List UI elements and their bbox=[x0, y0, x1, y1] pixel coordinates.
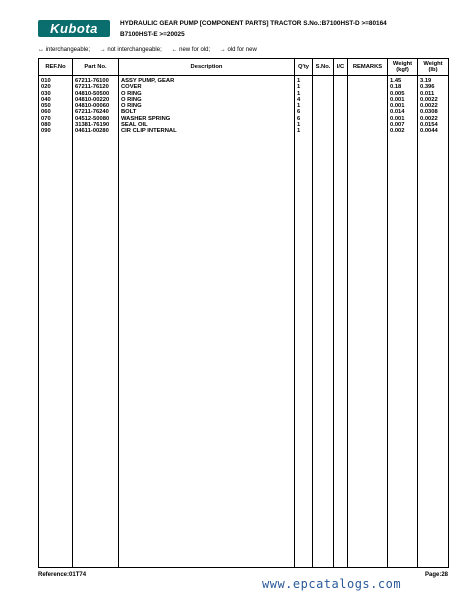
part-no-cell: 67211-76100 bbox=[75, 78, 109, 84]
ref-cell: 070 bbox=[41, 115, 51, 122]
weight-lb-cell: 0.0308 bbox=[420, 109, 438, 116]
qty-cell: 1 bbox=[297, 128, 301, 135]
legend-old-for-new: → old for new bbox=[219, 47, 257, 53]
weight-lb-label: Weight bbox=[423, 60, 443, 67]
qty-cell: 4 bbox=[297, 96, 301, 103]
ref-cell: 060 bbox=[41, 109, 51, 116]
weight-kgf-column bbox=[388, 76, 418, 568]
remarks-column bbox=[348, 76, 388, 568]
ref-column bbox=[39, 76, 73, 568]
kubota-logo: Kubota bbox=[38, 20, 110, 37]
page-subtitle: B7100HST-E >=20025 bbox=[120, 31, 185, 38]
description-cell: O RING bbox=[121, 103, 142, 110]
description-cell: O RING bbox=[121, 90, 142, 97]
description-cell: SEAL OIL bbox=[121, 122, 148, 129]
part-no-cell: 04512-50080 bbox=[75, 115, 110, 122]
qty-column bbox=[295, 76, 313, 568]
weight-kgf-cell: 0.007 bbox=[390, 122, 405, 129]
ref-cell: 040 bbox=[41, 96, 51, 103]
description-cell: BOLT bbox=[121, 109, 137, 116]
ref-cell: 080 bbox=[41, 122, 51, 129]
ref-cell: 030 bbox=[41, 90, 51, 97]
page-number: Page:28 bbox=[424, 572, 448, 578]
legend-new-for-old: ← new for old; bbox=[171, 47, 211, 53]
weight-kgf-cell: 0.002 bbox=[390, 128, 405, 135]
weight-kgf-cell: 1.45 bbox=[390, 78, 402, 84]
weight-lb-cell: 0.0022 bbox=[420, 115, 438, 122]
qty-cell: 1 bbox=[297, 78, 301, 84]
weight-kgf-cell: 0.005 bbox=[390, 90, 405, 97]
legend-not-interchangeable: → not interchangeable; bbox=[99, 47, 162, 53]
description-cell: WASHER SPRING bbox=[121, 115, 171, 122]
ic-column bbox=[334, 76, 348, 568]
weight-lb-column bbox=[418, 76, 449, 568]
col-header-weight-kgf bbox=[388, 59, 418, 76]
part-no-cell: 67211-76240 bbox=[75, 109, 109, 116]
ref-cell: 020 bbox=[41, 84, 51, 91]
part-no-cell: 67211-76120 bbox=[75, 84, 109, 91]
weight-kgf-cell: 0.001 bbox=[390, 115, 405, 122]
description-cell: O RING bbox=[121, 96, 142, 103]
ref-cell: 090 bbox=[41, 128, 51, 135]
weight-lb-cell: 0.0022 bbox=[420, 96, 438, 103]
col-header-weight-lb bbox=[418, 59, 449, 76]
description-cell: ASSY PUMP, GEAR bbox=[121, 78, 175, 84]
reference-number: Reference:01T74 bbox=[38, 572, 87, 578]
part-no-cell: 31381-76190 bbox=[75, 122, 110, 129]
weight-kgf-cell: 0.014 bbox=[390, 109, 405, 116]
weight-lb-cell: 0.0154 bbox=[420, 122, 438, 129]
symbol-legend bbox=[38, 47, 265, 53]
description-cell: COVER bbox=[121, 84, 142, 91]
part-no-cell: 04611-00280 bbox=[75, 128, 109, 135]
weight-kgf-unit: (kgf) bbox=[396, 67, 409, 73]
weight-kgf-cell: 0.18 bbox=[390, 84, 402, 91]
col-header-description: Description bbox=[119, 59, 295, 76]
page-title: HYDRAULIC GEAR PUMP [COMPONENT PARTS] TRACTOR S.No.:B7100HST-D >=80164 bbox=[120, 20, 387, 27]
qty-cell: 6 bbox=[297, 115, 301, 122]
qty-cell: 1 bbox=[297, 84, 301, 91]
weight-lb-cell: 0.396 bbox=[420, 84, 435, 91]
col-header-ref: REF.No bbox=[39, 59, 73, 76]
legend-interchangeable: ↔ interchangeable; bbox=[38, 47, 91, 53]
col-header-sno: S.No. bbox=[313, 59, 334, 76]
weight-lb-cell: 0.0022 bbox=[420, 103, 438, 110]
col-header-part-no: Part No. bbox=[73, 59, 119, 76]
part-no-column bbox=[73, 76, 119, 568]
table-body-row bbox=[39, 76, 449, 568]
sno-column bbox=[313, 76, 334, 568]
ref-cell: 050 bbox=[41, 103, 51, 110]
weight-kgf-cell: 0.001 bbox=[390, 103, 405, 110]
watermark-link[interactable]: www.epcatalogs.com bbox=[262, 577, 402, 591]
weight-lb-unit: (lb) bbox=[428, 67, 438, 73]
weight-kgf-cell: 0.001 bbox=[390, 96, 405, 103]
weight-lb-cell: 0.0044 bbox=[420, 128, 438, 135]
weight-kgf-label: Weight bbox=[392, 60, 413, 67]
weight-lb-cell: 3.19 bbox=[420, 78, 432, 84]
col-header-ic: I/C bbox=[334, 59, 348, 76]
parts-table bbox=[38, 58, 449, 568]
qty-cell: 1 bbox=[297, 103, 301, 110]
description-column bbox=[119, 76, 295, 568]
part-no-cell: 04810-00060 bbox=[75, 103, 110, 110]
col-header-qty: Q'ty bbox=[295, 59, 313, 76]
qty-cell: 1 bbox=[297, 90, 301, 97]
ref-cell: 010 bbox=[41, 78, 51, 84]
col-header-remarks: REMARKS bbox=[348, 59, 388, 76]
description-cell: CIR CLIP INTERNAL bbox=[121, 128, 177, 135]
qty-cell: 6 bbox=[297, 109, 301, 116]
table-header-row bbox=[39, 59, 449, 76]
part-no-cell: 04810-00220 bbox=[75, 96, 110, 103]
weight-lb-cell: 0.011 bbox=[420, 90, 435, 97]
qty-cell: 1 bbox=[297, 122, 301, 129]
part-no-cell: 04810-50500 bbox=[75, 90, 110, 97]
